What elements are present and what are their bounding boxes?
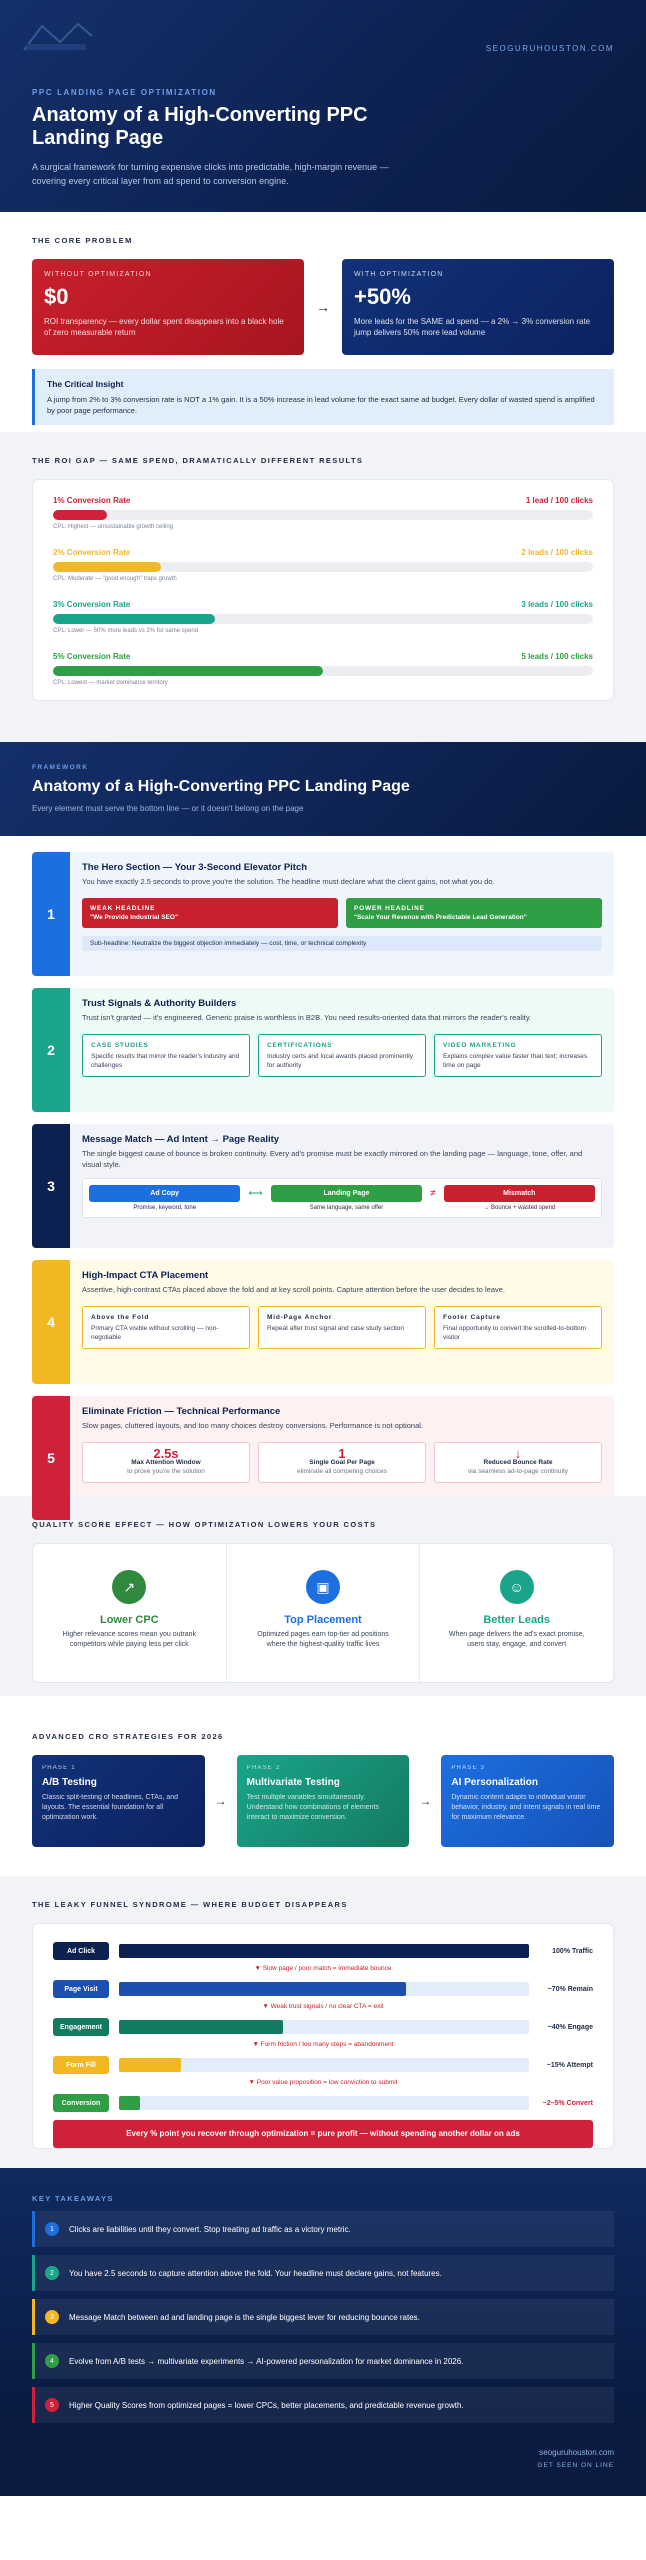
insight-text: A jump from 2% to 3% conversion rate is NOT a 1% gain. It is a 50% increase in lead volume for the exact same ad budget. Every dollar of wasted spend is amplified by poor page performance. <box>47 395 595 415</box>
quality-desc: When page delivers the ad's exact promise, users stay, engage, and convert <box>448 1631 585 1648</box>
step-desc: The single biggest cause of bounce is broken continuity. Every ad's promise must be exactly mirrored on the landing page — language, tone, offer, and visual style. <box>82 1149 583 1169</box>
roi-bar-track <box>53 510 593 520</box>
card-desc: Primary CTA visible without scrolling — non-negotiable <box>91 1324 219 1341</box>
card-desc: Industry certs and local awards placed prominently for authority <box>267 1052 413 1069</box>
step-card <box>82 1034 250 1077</box>
match-arrow-icon: ⟷ <box>248 1188 263 1199</box>
step-card <box>434 1306 602 1349</box>
flow-landing-page: Landing Page <box>271 1185 422 1202</box>
quality-column <box>420 1544 613 1682</box>
placement-icon: ▣ <box>306 1570 340 1604</box>
mini-label: POWER HEADLINE <box>354 904 425 912</box>
quality-title: Better Leads <box>483 1614 550 1626</box>
roi-caption: CPL: Lowest — market dominance territory <box>53 680 168 686</box>
funnel-value: ~15% Attempt <box>546 2061 593 2069</box>
card-desc: More leads for the SAME ad spend — a 2% → 3% conversion rate jump delivers 50% more lead volume <box>354 317 591 337</box>
quality-desc: Higher relevance scores mean you outrank competitors while paying less per click <box>62 1631 197 1648</box>
arrow-right-icon: → <box>214 1794 227 1808</box>
step-number: 4 <box>32 1260 70 1384</box>
funnel-stage-label: Ad Click <box>53 1942 109 1960</box>
takeaway-number: 2 <box>45 2266 59 2280</box>
metric-value: 2.5s <box>153 1445 179 1461</box>
funnel-bar-track <box>119 2096 529 2110</box>
funnel-bar-track <box>119 1944 529 1958</box>
page-title: Anatomy of a High-Converting PPC Landing Page <box>32 104 368 149</box>
mini-label: WEAK HEADLINE <box>90 904 156 912</box>
roi-label: 3% Conversion Rate <box>53 600 131 609</box>
step-card <box>258 1034 426 1077</box>
takeaway-text: Clicks are liabilities until they convert. Stop treating ad traffic as a victory metric. <box>69 2224 351 2234</box>
roi-caption: CPL: Moderate — "good enough" traps growth <box>53 576 177 582</box>
phase-label: PHASE 2 <box>246 1765 281 1771</box>
step-title: Message Match — Ad Intent → Page Reality <box>82 1134 280 1145</box>
without-optimization-card <box>32 259 304 355</box>
users-icon: ☺ <box>500 1570 534 1604</box>
footer-tagline: GET SEEN ON LINE <box>537 2462 614 2469</box>
with-optimization-card <box>342 259 614 355</box>
phase-desc: Test multiple variables simultaneously. Understand how combinations of elements interact to maximize conversion. <box>246 1794 379 1821</box>
metric-card <box>82 1442 250 1483</box>
flow-desc: Promise, keyword, tone <box>133 1205 197 1211</box>
takeaway-text: Evolve from A/B tests → multivariate experiments → AI-powered personalization for market dominance in 2026. <box>69 2356 464 2366</box>
key-takeaways-section <box>0 2168 646 2428</box>
card-label: WITH OPTIMIZATION <box>354 271 444 278</box>
card-title: Mid-Page Anchor <box>267 1313 333 1321</box>
footer-site-link[interactable]: seoguruhouston.com <box>539 2448 614 2457</box>
phase-title: Multivariate Testing <box>246 1777 340 1788</box>
cro-phase-card <box>441 1755 614 1847</box>
funnel-bar-track <box>119 2020 529 2034</box>
not-equal-icon: ≠ <box>430 1188 436 1199</box>
takeaway-item <box>32 2211 614 2247</box>
roi-bar-track <box>53 562 593 572</box>
leaky-funnel-section <box>0 1876 646 2168</box>
funnel-bar-fill <box>119 2020 283 2034</box>
quality-card <box>32 1543 614 1683</box>
cro-section <box>0 1696 646 1876</box>
funnel-leak-note: ▼ Weak trust signals / no clear CTA = exit <box>262 2003 384 2010</box>
section-title: KEY TAKEAWAYS <box>32 2194 114 2203</box>
takeaway-number: 4 <box>45 2354 59 2368</box>
roi-label: 2% Conversion Rate <box>53 548 131 557</box>
roi-bar-track <box>53 614 593 624</box>
step-number: 1 <box>32 852 70 976</box>
flow-ad-copy: Ad Copy <box>89 1185 240 1202</box>
funnel-row <box>53 1940 593 1962</box>
cro-phase-card <box>237 1755 410 1847</box>
funnel-leak-note: ▼ Slow page / poor match = immediate bounce <box>254 1965 392 1972</box>
framework-subtitle: Every element must serve the bottom line — or it doesn't belong on the page <box>32 804 304 813</box>
hero-subtitle: A surgical framework for turning expensive clicks into predictable, high-margin revenue — covering every critical layer from ad spend to conversion engine. <box>32 162 389 186</box>
mini-text: "We Provide Industrial SEO" <box>90 913 179 921</box>
phase-title: AI Personalization <box>451 1777 539 1788</box>
roi-row <box>53 496 593 548</box>
metric-desc: eliminate all competing choices <box>297 1467 387 1475</box>
card-desc: ROI transparency — every dollar spent disappears into a black hole of zero measurable return <box>44 317 284 337</box>
phase-label: PHASE 3 <box>451 1765 486 1771</box>
step-title: Eliminate Friction — Technical Performance <box>82 1406 281 1417</box>
trend-up-icon: ↗ <box>112 1570 146 1604</box>
step-number: 5 <box>32 1396 70 1520</box>
card-desc: Final opportunity to convert the scrolled-to-bottom visitor <box>443 1324 587 1341</box>
metric-value: ↓ <box>514 1445 522 1461</box>
takeaway-number: 1 <box>45 2222 59 2236</box>
roi-value: 5 leads / 100 clicks <box>521 652 593 661</box>
step-number: 3 <box>32 1124 70 1248</box>
quality-title: Top Placement <box>284 1614 362 1626</box>
core-problem-section <box>0 212 646 432</box>
roi-label: 1% Conversion Rate <box>53 496 131 505</box>
takeaway-item <box>32 2387 614 2423</box>
step-message-match <box>32 1124 614 1248</box>
takeaway-item <box>32 2299 614 2335</box>
subheadline-tip: Sub-headline: Neutralize the biggest objection immediately — cost, time, or technical complexity <box>82 936 602 951</box>
quality-desc: Optimized pages earn top-tier ad positions where the highest-quality traffic lives <box>257 1631 389 1648</box>
roi-label: 5% Conversion Rate <box>53 652 131 661</box>
funnel-bar-track <box>119 2058 529 2072</box>
hero-banner <box>0 0 646 212</box>
card-title: CASE STUDIES <box>91 1041 149 1049</box>
card-title: VIDEO MARKETING <box>443 1041 517 1049</box>
funnel-row <box>53 1978 593 2000</box>
message-flow <box>82 1178 602 1218</box>
funnel-leak-note: ▼ Poor value proposition = low conviction to submit <box>248 2079 398 2086</box>
funnel-card <box>32 1923 614 2149</box>
funnel-bar-fill <box>119 1982 406 1996</box>
funnel-stage-label: Conversion <box>53 2094 109 2112</box>
section-title: THE ROI GAP — SAME SPEND, DRAMATICALLY DIFFERENT RESULTS <box>32 456 364 465</box>
quality-title: Lower CPC <box>99 1614 159 1626</box>
funnel-leak-note: ▼ Form friction / too many steps = abandonment <box>252 2041 394 2048</box>
roi-bar-fill <box>53 666 323 676</box>
takeaway-item <box>32 2255 614 2291</box>
arrow-right-icon: → <box>316 299 330 315</box>
step-hero-section <box>32 852 614 976</box>
cro-phase-card <box>32 1755 205 1847</box>
funnel-value: ~40% Engage <box>547 2023 593 2031</box>
card-desc: Specific results that mirror the reader's industry and challenges <box>91 1052 240 1069</box>
step-title: Trust Signals & Authority Builders <box>82 998 237 1009</box>
site-url[interactable]: SEOGURUHOUSTON.COM <box>485 44 614 53</box>
framework-eyebrow: FRAMEWORK <box>32 764 89 771</box>
step-card <box>258 1306 426 1349</box>
card-label: WITHOUT OPTIMIZATION <box>44 271 152 278</box>
section-title: THE CORE PROBLEM <box>32 236 133 245</box>
step-card <box>82 1306 250 1349</box>
profit-banner: Every % point you recover through optimization = pure profit — without spending another dollar on ads <box>53 2120 593 2148</box>
step-desc: Slow pages, cluttered layouts, and too many choices destroy conversions. Performance is not optional. <box>82 1421 424 1430</box>
step-desc: You have exactly 2.5 seconds to prove you're the solution. The headline must declare what the client gains, not what you do. <box>82 877 495 886</box>
takeaway-number: 5 <box>45 2398 59 2412</box>
roi-value: 1 lead / 100 clicks <box>525 496 593 505</box>
roi-card <box>32 479 614 701</box>
takeaway-text: You have 2.5 seconds to capture attention above the fold. Your headline must declare gains, not features. <box>69 2268 442 2278</box>
funnel-stage-label: Form Fill <box>53 2056 109 2074</box>
roi-value: 3 leads / 100 clicks <box>521 600 593 609</box>
card-desc: Explains complex value faster than text; increases time on page <box>443 1052 588 1069</box>
hero-eyebrow: PPC LANDING PAGE OPTIMIZATION <box>32 88 217 97</box>
roi-bar-fill <box>53 510 107 520</box>
roi-caption: CPL: Lower — 50% more leads vs 2% for same spend <box>53 628 199 634</box>
metric-card <box>434 1442 602 1483</box>
funnel-bar-fill <box>119 2096 140 2110</box>
phase-desc: Classic split-testing of headlines, CTAs, and layouts. The essential foundation for all optimization work. <box>42 1794 179 1821</box>
quality-column <box>33 1544 227 1682</box>
section-title: THE LEAKY FUNNEL SYNDROME — WHERE BUDGET DISAPPEARS <box>32 1900 348 1909</box>
takeaway-text: Message Match between ad and landing page is the single biggest lever for reducing bounce rates. <box>69 2312 420 2322</box>
roi-gap-section <box>0 432 646 742</box>
card-value: $0 <box>44 284 69 309</box>
roi-value: 2 leads / 100 clicks <box>521 548 593 557</box>
card-title: Above the Fold <box>91 1313 150 1321</box>
metric-title: Reduced Bounce Rate <box>483 1458 553 1466</box>
metric-value: 1 <box>338 1445 346 1461</box>
metric-title: Single Goal Per Page <box>309 1458 375 1466</box>
card-desc: Repeat after trust signal and case study section <box>267 1324 404 1332</box>
card-title: CERTIFICATIONS <box>267 1041 333 1049</box>
roi-row <box>53 548 593 600</box>
quality-column <box>227 1544 421 1682</box>
roi-caption: CPL: Highest — unsustainable growth ceiling <box>53 524 174 530</box>
metric-desc: to prove you're the solution <box>127 1467 205 1475</box>
funnel-stage-label: Engagement <box>53 2018 109 2036</box>
roi-bar-track <box>53 666 593 676</box>
funnel-value: ~70% Remain <box>547 1985 593 1993</box>
takeaway-item <box>32 2343 614 2379</box>
framework-title: Anatomy of a High-Converting PPC Landing Page <box>32 778 410 795</box>
framework-steps <box>0 836 646 1496</box>
insight-title: The Critical Insight <box>47 379 124 389</box>
card-title: Footer Capture <box>443 1313 501 1321</box>
step-number: 2 <box>32 988 70 1112</box>
arrow-right-icon: → <box>419 1794 432 1808</box>
phase-title: A/B Testing <box>42 1777 97 1788</box>
roi-bar-fill <box>53 614 215 624</box>
step-card <box>434 1034 602 1077</box>
funnel-row <box>53 2054 593 2076</box>
takeaway-number: 3 <box>45 2310 59 2324</box>
funnel-bar-track <box>119 1982 529 1996</box>
section-title: QUALITY SCORE EFFECT — HOW OPTIMIZATION LOWERS YOUR COSTS <box>32 1520 377 1529</box>
weak-headline-card <box>82 898 338 928</box>
metric-title: Max Attention Window <box>131 1458 201 1466</box>
funnel-bar-fill <box>119 1944 529 1958</box>
brand-logo-icon <box>22 20 94 54</box>
roi-row <box>53 600 593 652</box>
funnel-row <box>53 2092 593 2114</box>
funnel-value: 100% Traffic <box>552 1947 593 1955</box>
framework-header <box>0 742 646 836</box>
roi-bar-fill <box>53 562 161 572</box>
funnel-bar-fill <box>119 2058 181 2072</box>
mini-text: "Scale Your Revenue with Predictable Lead Generation" <box>354 913 527 921</box>
metric-card <box>258 1442 426 1483</box>
funnel-value: ~2–5% Convert <box>542 2099 593 2107</box>
metric-desc: via seamless ad-to-page continuity <box>467 1467 569 1475</box>
section-title: ADVANCED CRO STRATEGIES FOR 2026 <box>32 1732 224 1741</box>
flow-mismatch: Mismatch <box>444 1185 595 1202</box>
flow-desc: Same language, same offer <box>309 1205 384 1211</box>
quality-score-section <box>0 1496 646 1696</box>
step-title: High-Impact CTA Placement <box>82 1270 209 1281</box>
footer <box>0 2428 646 2496</box>
step-desc: Assertive, high-contrast CTAs placed above the fold and at key scroll points. Capture attention before the user decides to leave. <box>82 1285 506 1294</box>
step-cta-placement <box>32 1260 614 1384</box>
funnel-row <box>53 2016 593 2038</box>
critical-insight-box <box>32 369 614 425</box>
flow-desc: → Bounce + wasted spend <box>483 1205 556 1211</box>
step-title: The Hero Section — Your 3-Second Elevator Pitch <box>82 862 308 873</box>
phase-label: PHASE 1 <box>42 1765 76 1771</box>
power-headline-card <box>346 898 602 928</box>
step-desc: Trust isn't granted — it's engineered. Generic praise is worthless in B2B. You need results-oriented data that mirrors the reader's reality. <box>82 1013 532 1022</box>
roi-row <box>53 652 593 704</box>
funnel-stage-label: Page Visit <box>53 1980 109 1998</box>
card-value: +50% <box>354 284 411 309</box>
phase-desc: Dynamic content adapts to individual visitor behavior, industry, and intent signals in real time for maximum relevance. <box>451 1794 601 1821</box>
step-trust-signals <box>32 988 614 1112</box>
step-eliminate-friction <box>32 1396 614 1520</box>
takeaway-text: Higher Quality Scores from optimized pages = lower CPCs, better placements, and predictable revenue growth. <box>69 2400 464 2410</box>
